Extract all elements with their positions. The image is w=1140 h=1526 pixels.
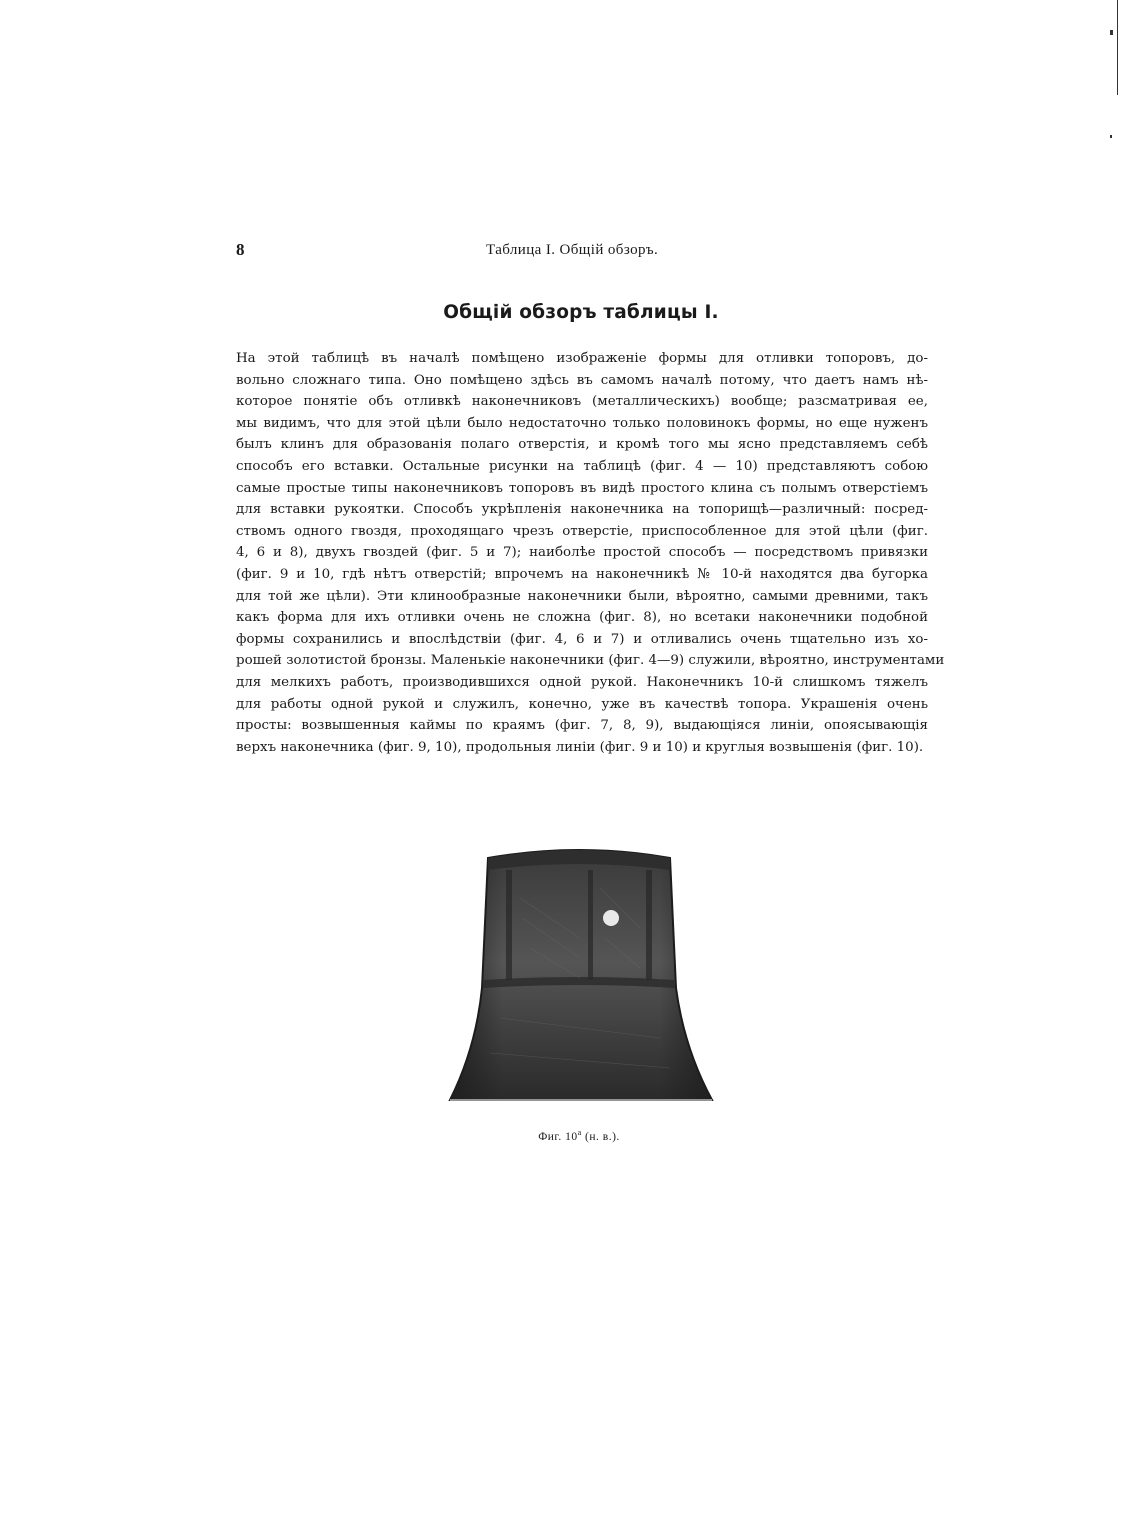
- body-line: для вставки рукоятки. Способъ укрѣпленія наконечника на топорищѣ—различный: посред-: [236, 502, 928, 518]
- body-line: которое понятіе объ отливкѣ наконечниковъ (металлическихъ) вообще; разсматривая ее,: [236, 394, 928, 410]
- figure-caption-label: Фиг. 10: [538, 1130, 578, 1143]
- scan-speck: [1110, 30, 1113, 35]
- scan-edge-line: [1117, 0, 1118, 95]
- body-line: формы сохранились и впослѣдствіи (фиг. 4, 6 и 7) и отливались очень тщательно изъ хо-: [236, 631, 928, 647]
- body-line: просты: возвышенныя каймы по краямъ (фиг. 7, 8, 9), выдающіяся линіи, опоясывающія: [236, 718, 928, 734]
- body-line: ствомъ одного гвоздя, проходящаго чрезъ отверстіе, приспособленное для этой цѣли (фиг.: [236, 523, 928, 539]
- axe-head-illustration: [440, 838, 718, 1106]
- page-number: 8: [236, 240, 245, 259]
- running-header-title: Таблица I. Общій обзоръ.: [486, 242, 659, 258]
- axe-head-image: [440, 838, 718, 1106]
- body-line: На этой таблицѣ въ началѣ помѣщено изображеніе формы для отливки топоровъ, до-: [236, 351, 928, 366]
- running-header: [236, 240, 926, 264]
- body-line: 4, 6 и 8), двухъ гвоздей (фиг. 5 и 7); наиболѣе простой способъ — посредствомъ привязки: [236, 545, 928, 561]
- body-line: для мелкихъ работъ, производившихся одной рукой. Наконечникъ 10-й слишкомъ тяжелъ: [236, 674, 928, 690]
- body-line: самые простые типы наконечниковъ топоровъ въ видѣ простого клина съ полымъ отверстіемъ: [236, 480, 928, 496]
- section-title: Общій обзоръ таблицы I.: [443, 302, 719, 323]
- body-line: (фиг. 9 и 10, гдѣ нѣтъ отверстій; впрочемъ на наконечникѣ № 10-й находятся два бугорка: [236, 566, 928, 582]
- body-line: для той же цѣли). Эти клинообразные наконечники были, вѣроятно, самыми древними, такъ: [236, 588, 928, 604]
- body-line: вольно сложнаго типа. Оно помѣщено здѣсь въ самомъ началѣ потому, что даетъ намъ нѣ-: [236, 372, 928, 388]
- body-line: мы видимъ, что для этой цѣли было недостаточно только половинокъ формы, но еще нуженъ: [236, 415, 928, 431]
- body-line: какъ форма для ихъ отливки очень не сложна (фиг. 8), но всетаки наконечники подобной: [236, 610, 928, 626]
- body-line: для работы одной рукой и служилъ, конечно, уже въ качествѣ топора. Украшенія очень: [236, 696, 928, 712]
- body-line: верхъ наконечника (фиг. 9, 10), продольныя линіи (фиг. 9 и 10) и круглыя возвышенія (фиг. 10).: [236, 739, 924, 755]
- body-line: былъ клинъ для образованія полаго отверстія, и кромѣ того мы ясно представляемъ себѣ: [236, 437, 928, 453]
- figure-caption-note: (н. в.).: [581, 1130, 620, 1143]
- body-line: способъ его вставки. Остальные рисунки на таблицѣ (фиг. 4 — 10) представляютъ собою: [236, 458, 928, 474]
- figure-caption-superscript: a: [577, 1128, 582, 1137]
- scan-speck: [1110, 135, 1112, 138]
- figure-caption: [440, 1128, 718, 1143]
- body-line: рошей золотистой бронзы. Маленькіе наконечники (фиг. 4—9) служили, вѣроятно, инструментами: [236, 653, 945, 669]
- body-paragraph: [236, 348, 945, 758]
